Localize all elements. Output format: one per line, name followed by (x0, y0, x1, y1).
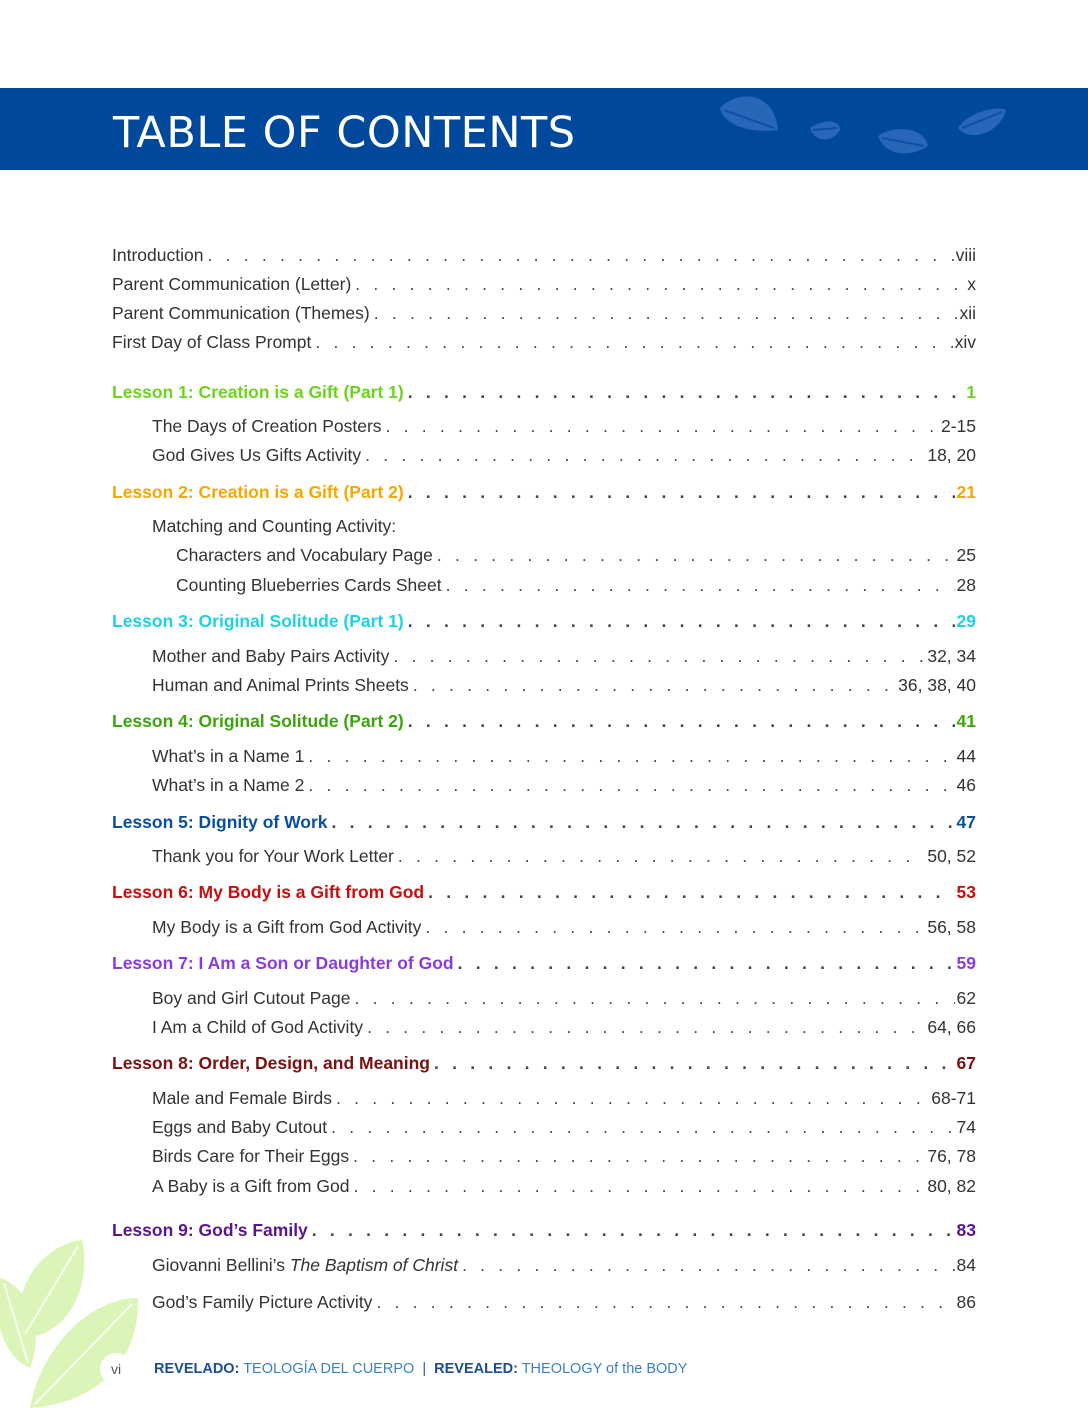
toc-entry-page: 25 (956, 545, 976, 565)
footer-separator: | (422, 1361, 427, 1377)
dot-leader (308, 773, 954, 797)
toc-entry-page: 53 (956, 882, 976, 902)
footer-revealed-label: REVEALED: (434, 1361, 518, 1377)
toc-entry-label: What’s in a Name 2 (152, 775, 305, 795)
toc-entry-page: 62 (956, 988, 976, 1008)
dot-leader (446, 573, 955, 597)
footer-revealed-title: THEOLOGY of the BODY (521, 1361, 688, 1377)
toc-entry-page: 28 (956, 575, 976, 595)
toc-entry-page: 64, 66 (927, 1017, 976, 1037)
page-number: vi (100, 1353, 132, 1385)
toc-entry-label-italic: The Baptism of Christ (289, 1255, 459, 1275)
toc-entry-page: 68-71 (931, 1088, 976, 1108)
toc-item-entry (176, 573, 976, 597)
toc-entry-label: Lesson 7: I Am a Son or Daughter of God (112, 953, 454, 973)
toc-entry-label: Male and Female Birds (152, 1088, 332, 1108)
dot-leader (354, 986, 954, 1010)
toc-entry-page: 36, 38, 40 (898, 675, 976, 695)
toc-entry-label: Thank you for Your Work Letter (152, 846, 394, 866)
toc-item-entry (176, 543, 976, 567)
toc-item-entry (152, 1115, 976, 1139)
toc-entry-page: 84 (956, 1255, 976, 1275)
toc-lesson-entry (112, 1218, 976, 1242)
dot-leader (207, 243, 953, 267)
toc-item-entry (152, 986, 976, 1010)
toc-item-entry (152, 1290, 976, 1314)
toc-entry-label: God Gives Us Gifts Activity (152, 445, 362, 465)
toc-entry-page: 56, 58 (927, 917, 976, 937)
toc-entry-label: Lesson 2: Creation is a Gift (Part 2) (112, 482, 404, 502)
toc-entry-page: 86 (956, 1292, 976, 1312)
toc-entry-page: x (967, 274, 976, 294)
dot-leader (425, 915, 925, 939)
dot-leader (408, 380, 965, 404)
toc-entry-label: What’s in a Name 1 (152, 746, 305, 766)
toc-item-entry (152, 844, 976, 868)
title-banner (0, 88, 1088, 170)
toc-entry-label: Parent Communication (Themes) (112, 303, 370, 323)
dot-leader (408, 609, 955, 633)
toc-entry-page: 2-15 (940, 416, 976, 436)
toc-item-entry (152, 773, 976, 797)
toc-lesson-entry (112, 709, 976, 733)
dot-leader (374, 301, 958, 325)
dot-leader (376, 1290, 954, 1314)
dot-leader (458, 951, 955, 975)
leaf-decoration-icon (700, 88, 1088, 170)
toc-entry-label: Human and Animal Prints Sheets (152, 675, 409, 695)
dot-leader (315, 330, 952, 354)
dot-leader (434, 1051, 955, 1075)
toc-entry-label: Boy and Girl Cutout Page (152, 988, 351, 1008)
toc-entry-label: Counting Blueberries Cards Sheet (176, 575, 442, 595)
toc-entry-label (152, 1253, 462, 1277)
toc-entry-label: Matching and Counting Activity: (152, 516, 397, 536)
toc-entry-label: My Body is a Gift from God Activity (152, 917, 422, 937)
toc-entry-page: 83 (956, 1220, 976, 1240)
toc-entry-label: Lesson 9: God’s Family (112, 1220, 308, 1240)
toc-item-entry (152, 915, 976, 939)
toc-entry-label: God’s Family Picture Activity (152, 1292, 373, 1312)
toc-front-entry (112, 272, 976, 296)
toc-entry-page: 1 (966, 382, 976, 402)
footer-title (154, 1361, 687, 1377)
toc-entry-label: Birds Care for Their Eggs (152, 1146, 350, 1166)
toc-entry-label: Lesson 8: Order, Design, and Meaning (112, 1053, 430, 1073)
toc-entry-label: A Baby is a Gift from God (152, 1176, 350, 1196)
dot-leader (386, 414, 939, 438)
toc-entry-label-prefix: Giovanni Bellini’s (152, 1255, 290, 1275)
dot-leader (365, 443, 925, 467)
toc-item-entry (152, 673, 976, 697)
toc-entry-label: Parent Communication (Letter) (112, 274, 352, 294)
toc-entry-label: Mother and Baby Pairs Activity (152, 646, 390, 666)
toc-entry-label: Eggs and Baby Cutout (152, 1117, 328, 1137)
toc-lesson-entry (112, 380, 976, 404)
toc-entry-page: 47 (956, 812, 976, 832)
toc-entry-page: 29 (956, 611, 976, 631)
page-title: TABLE OF CONTENTS (113, 108, 576, 158)
dot-leader (437, 543, 955, 567)
dot-leader (331, 1115, 954, 1139)
toc-entry-label: Lesson 6: My Body is a Gift from God (112, 882, 425, 902)
toc-entry-page: 44 (956, 746, 976, 766)
toc-front-entry (112, 301, 976, 325)
dot-leader (393, 644, 925, 668)
dot-leader (308, 744, 954, 768)
dot-leader (353, 1174, 925, 1198)
toc-entry-page: 59 (956, 953, 976, 973)
dot-leader (428, 880, 954, 904)
dot-leader (408, 709, 955, 733)
toc-entry-page: viii (955, 245, 976, 265)
dot-leader (312, 1218, 955, 1242)
toc-entry-label: Lesson 3: Original Solitude (Part 1) (112, 611, 404, 631)
toc-item-entry (152, 1086, 976, 1110)
toc-entry-page: 50, 52 (927, 846, 976, 866)
toc-lesson-entry (112, 880, 976, 904)
toc-lesson-entry (112, 810, 976, 834)
toc-item-entry (152, 1015, 976, 1039)
dot-leader (332, 810, 955, 834)
dot-leader (353, 1144, 925, 1168)
toc-lesson-entry (112, 951, 976, 975)
toc-item-entry (152, 443, 976, 467)
toc-entry-label: Introduction (112, 245, 204, 265)
dot-leader (462, 1253, 954, 1277)
footer-revelado-label: REVELADO: (154, 1361, 240, 1377)
toc-entry-page: 21 (956, 482, 976, 502)
footer-revelado-title: TEOLOGÍA DEL CUERPO (243, 1361, 415, 1377)
toc-entry-page: xiv (954, 332, 976, 352)
toc-item-entry (152, 1174, 976, 1198)
toc-entry-label: I Am a Child of God Activity (152, 1017, 364, 1037)
toc-item-entry (152, 414, 976, 438)
toc-entry-label: Lesson 4: Original Solitude (Part 2) (112, 711, 404, 731)
toc-entry-page: 41 (956, 711, 976, 731)
toc-entry-page: 80, 82 (927, 1176, 976, 1196)
toc-entry-label: Characters and Vocabulary Page (176, 545, 433, 565)
toc-entry-label: Lesson 5: Dignity of Work (112, 812, 328, 832)
dot-leader (336, 1086, 929, 1110)
toc-item-entry (152, 1144, 976, 1168)
toc-entry-page: 67 (956, 1053, 976, 1073)
dot-leader (398, 844, 925, 868)
toc-entry-page: 76, 78 (927, 1146, 976, 1166)
toc-entry-page: 74 (956, 1117, 976, 1137)
toc-entry-page: 32, 34 (927, 646, 976, 666)
page-footer (100, 1352, 800, 1386)
dot-leader (408, 480, 955, 504)
dot-leader (355, 272, 965, 296)
toc-entry-page: xii (959, 303, 976, 323)
toc-item-entry (152, 644, 976, 668)
dot-leader (367, 1015, 925, 1039)
toc-item-entry (152, 744, 976, 768)
toc-front-entry (112, 243, 976, 267)
toc-front-entry (112, 330, 976, 354)
toc-entry-label: First Day of Class Prompt (112, 332, 312, 352)
toc-item-entry (152, 1253, 976, 1277)
dot-leader (413, 673, 896, 697)
toc-entry-label: Lesson 1: Creation is a Gift (Part 1) (112, 382, 404, 402)
toc-lesson-entry (112, 1051, 976, 1075)
toc-lesson-entry (112, 480, 976, 504)
toc-entry-page: 18, 20 (927, 445, 976, 465)
toc-lesson-entry (112, 609, 976, 633)
toc-entry-page: 46 (956, 775, 976, 795)
toc-entry-label: The Days of Creation Posters (152, 416, 382, 436)
toc-subheading (152, 514, 976, 538)
